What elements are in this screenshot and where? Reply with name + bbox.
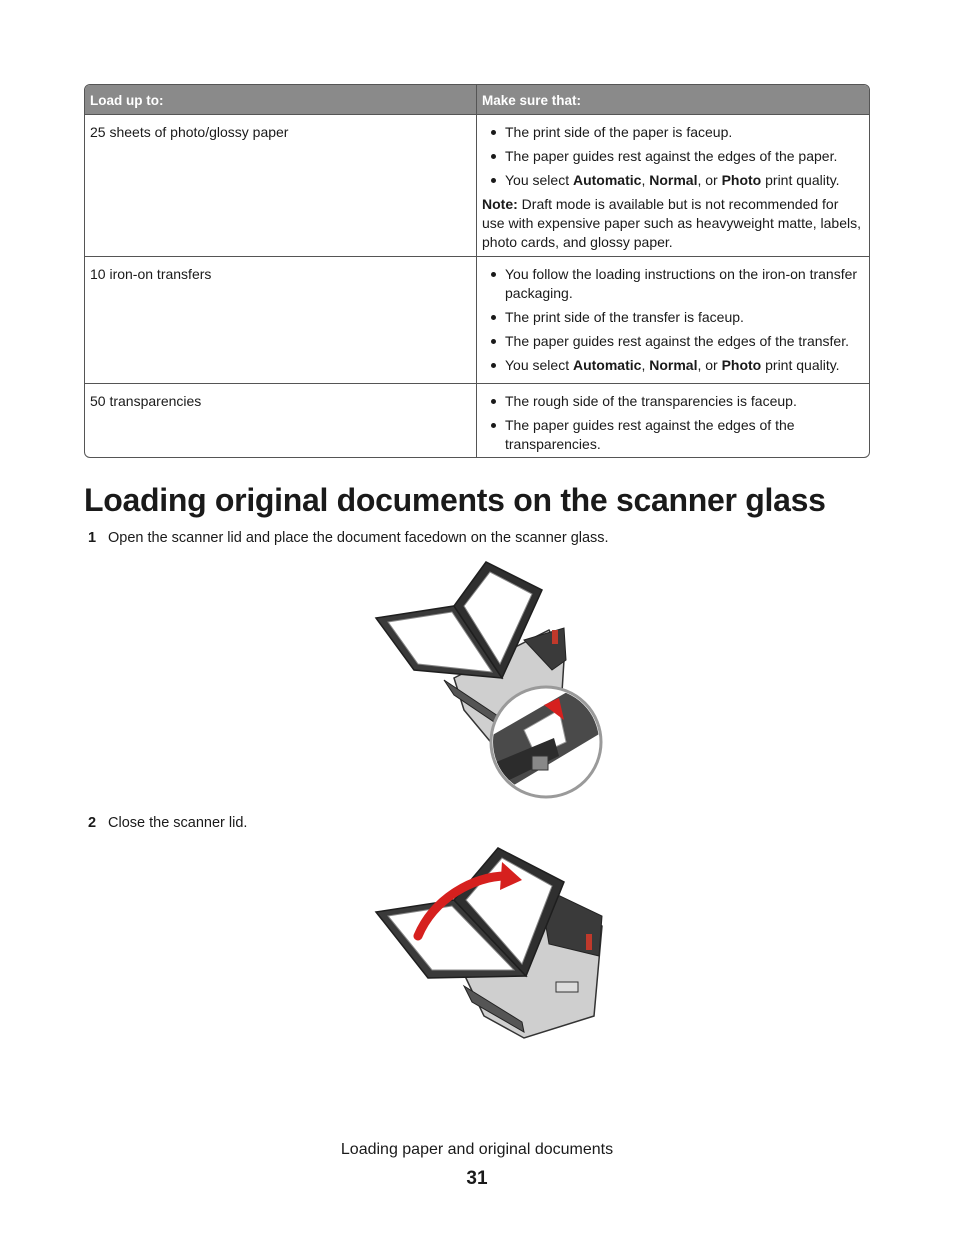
- page-number: 31: [466, 1168, 488, 1189]
- step-text: Close the scanner lid.: [108, 815, 248, 831]
- requirements-list: [482, 392, 864, 454]
- column-header-load: Load up to:: [85, 85, 476, 114]
- step-number: 1: [88, 530, 97, 546]
- list-item: You select Automatic, Normal, or Photo print quality.: [482, 356, 864, 375]
- scanner-close-illustration: [374, 846, 606, 1042]
- requirements-cell: [476, 256, 869, 383]
- scanner-open-illustration: [374, 560, 606, 800]
- table-row: [85, 383, 869, 457]
- list-item: You follow the loading instructions on the iron-on transfer packaging.: [482, 265, 864, 303]
- list-item: The paper guides rest against the edges of the transfer.: [482, 332, 864, 351]
- paper-loading-table: [84, 84, 870, 458]
- step-1: [88, 528, 609, 548]
- note-text: Draft mode is available but is not recommended for use with expensive paper such as heavyweight matte, labels, photo cards, and glossy paper.: [482, 196, 861, 250]
- list-item: You select Automatic, Normal, or Photo print quality.: [482, 171, 864, 190]
- list-item: The print side of the transfer is faceup.: [482, 308, 864, 327]
- table-row: [85, 256, 869, 383]
- requirements-list: [482, 123, 864, 190]
- list-item: The paper guides rest against the edges of the paper.: [482, 147, 864, 166]
- list-item: The rough side of the transparencies is faceup.: [482, 392, 864, 411]
- table-row: [85, 114, 869, 256]
- step-number: 2: [88, 815, 97, 831]
- note-label: Note:: [482, 196, 518, 212]
- column-header-make-sure: Make sure that:: [476, 85, 869, 114]
- table-header-row: [85, 85, 869, 114]
- requirements-cell: [476, 114, 869, 256]
- load-cell: 25 sheets of photo/glossy paper: [85, 114, 476, 256]
- step-text: Open the scanner lid and place the document facedown on the scanner glass.: [108, 530, 609, 546]
- list-item: The print side of the paper is faceup.: [482, 123, 864, 142]
- footer-section-title: Loading paper and original documents: [340, 1141, 614, 1158]
- list-item: The paper guides rest against the edges of the transparencies.: [482, 416, 864, 454]
- load-cell: 10 iron-on transfers: [85, 256, 476, 383]
- section-heading: Loading original documents on the scanner glass: [84, 482, 826, 518]
- requirements-cell: [476, 383, 869, 457]
- note-paragraph: [482, 195, 864, 252]
- load-cell: 50 transparencies: [85, 383, 476, 457]
- requirements-list: [482, 265, 864, 375]
- step-2: [88, 813, 247, 833]
